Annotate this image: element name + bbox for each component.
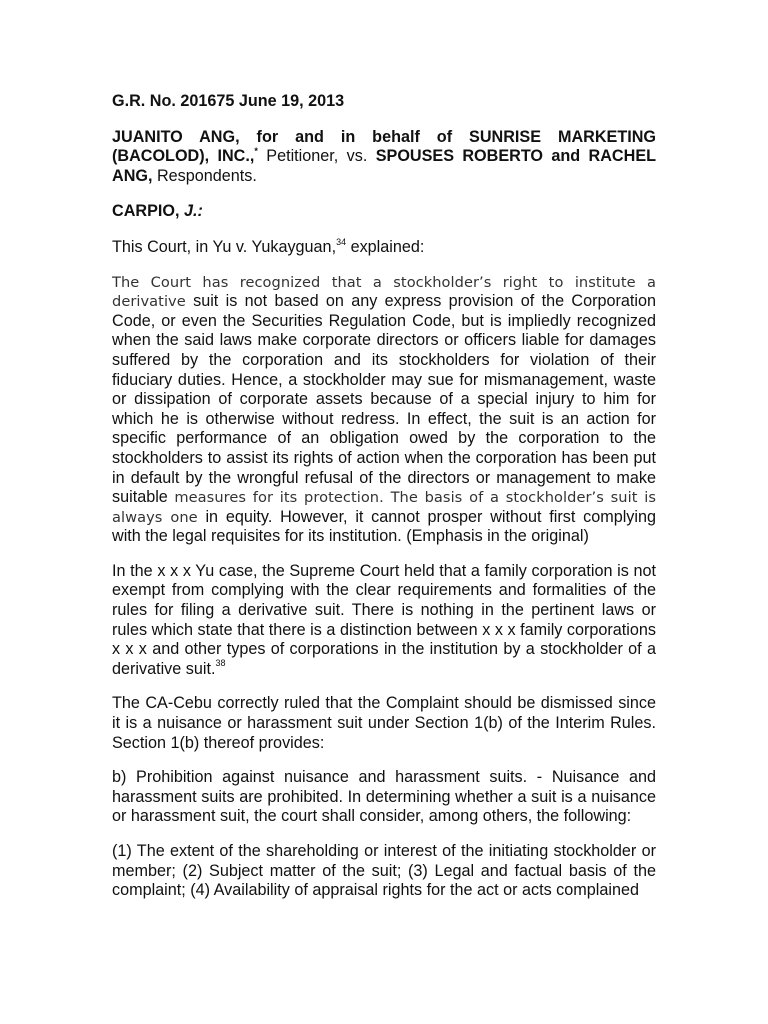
yu-case-text: In the x x x Yu case, the Supreme Court held that a family corporation is not exempt from complying with the clear requirements and formalities of the rules for filing a derivative suit. There is nothing in the pertinent laws or rules which state that there is a distinction between x x x family corporations x x x and other types of corporations in the institution by a stockholder of a derivative suit. — [112, 561, 656, 678]
intro-text: This Court, in Yu v. Yukayguan, — [112, 237, 337, 256]
case-parties — [112, 128, 656, 187]
petitioner-label: Petitioner, vs. — [257, 147, 376, 166]
quote-line-1: The Court has recognized that a stockholder’s right to institute a derivative — [112, 273, 656, 311]
petitioner-name: JUANITO ANG, for and in behalf of SUNRISE MARKETING (BACOLOD), INC., — [112, 127, 656, 166]
footnote-marker: * — [254, 145, 258, 156]
ponente-title: J.: — [183, 202, 203, 221]
ca-cebu-paragraph: The CA-Cebu correctly ruled that the Complaint should be dismissed since it is a nuisance or harassment suit under Section 1(b) of the Interim Rules. Section 1(b) thereof provides: — [112, 694, 656, 752]
section-1b-paragraph: b) Prohibition against nuisance and harassment suits. - Nuisance and harassment suits are prohibited. In determining whether a suit is a nuisance or harassment suit, the court shall consider, among others, the following: — [112, 768, 656, 826]
yu-case-paragraph — [112, 562, 656, 680]
respondent-name: SPOUSES ROBERTO and RACHEL ANG, — [112, 147, 656, 185]
ponente — [112, 202, 656, 222]
quote-line-lighter: measures for its protection. The basis of a stockholder’s suit is always one — [112, 489, 656, 526]
intro-text-end: explained: — [346, 237, 425, 256]
quote-body: suit is not based on any express provision of the Corporation Code, or even the Securities Regulation Code, but is impliedly recognized when the said laws make corporate directors or officers liable for damages suffered by the corporation and its stockholders for violation of their fiduciary duties. Hence, a stockholder may sue for mismanagement, waste or dissipation of corporate assets because of a special injury to him for which he is otherwise without redress. In effect, the suit is an action for specific performance of an obligation owed by the corporation to the stockholders to assist its rights of action when the corporation has been put in default by the wrongful refusal of the directors or management to make suitable — [112, 292, 656, 507]
quote-end: in equity. However, it cannot prosper without first complying with the legal requisites for its institution. (Emphasis in the original) — [112, 507, 656, 546]
factors-paragraph: (1) The extent of the shareholding or interest of the initiating stockholder or member; (2) Subject matter of the suit; (3) Legal and factual basis of the complaint; (4) Availability of appraisal rights for the act or acts complained — [112, 842, 656, 900]
intro-paragraph — [112, 238, 656, 258]
quoted-paragraph — [112, 273, 656, 547]
case-number: G.R. No. 201675 June 19, 2013 — [112, 92, 345, 110]
footnote-34: 34 — [336, 236, 347, 247]
ponente-name: CARPIO, — [112, 202, 184, 221]
respondent-label: Respondents. — [152, 166, 257, 185]
footnote-38: 38 — [215, 658, 226, 669]
